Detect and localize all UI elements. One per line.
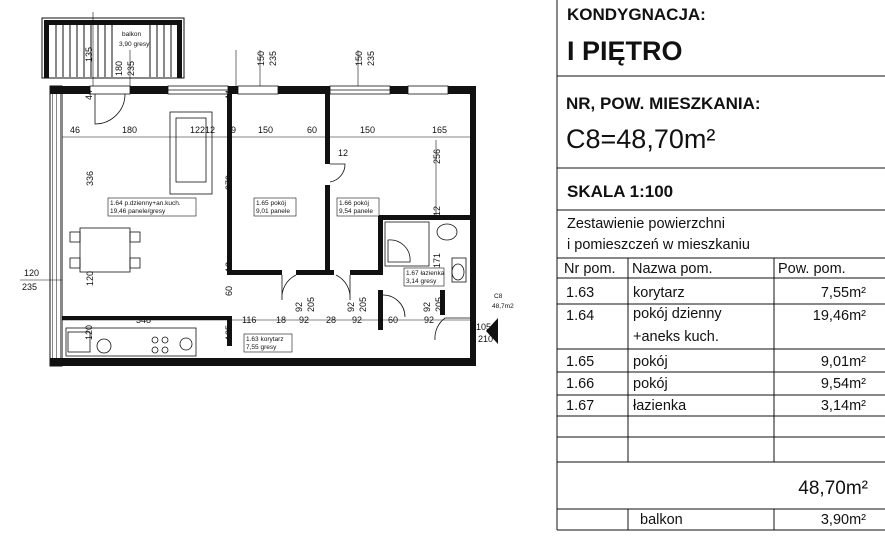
dim-125: 125 [224, 324, 234, 340]
row-2-name-line2: +aneks kuch. [633, 329, 719, 345]
dim-28: 28 [326, 315, 337, 325]
balcony-area: 3,90m² [820, 512, 866, 528]
dim-105: 105 [476, 322, 492, 332]
room-1-65-label: 1.65 pokój [256, 200, 286, 207]
room-1-65-area: 9,01 panele [256, 208, 290, 215]
room-1-66-area: 9,54 panele [339, 208, 373, 215]
apartment-label: NR, POW. MIESZKANIA: [566, 94, 761, 113]
row-3-area: 9,01m² [820, 354, 866, 370]
dim-9: 9 [231, 125, 237, 135]
balcony-tag-area: 3,90 gresy [119, 41, 150, 48]
dim-205-b: 205 [358, 296, 368, 312]
row-5-name: łazienka [633, 398, 687, 414]
dim-12-b: 12 [432, 205, 442, 216]
dim-12-c: 12 [224, 261, 234, 272]
dim-180: 180 [122, 125, 138, 135]
dim-150-c: 150 [258, 125, 274, 135]
dim-235-b: 235 [366, 50, 376, 66]
dim-256: 256 [432, 148, 442, 164]
room-1-64-label: 1.64 p.dzienny+an.kuch. [110, 200, 181, 207]
dim-135: 135 [84, 46, 94, 62]
apartment-tag-area: 48,7m2 [492, 303, 514, 310]
dim-18: 18 [276, 315, 287, 325]
dim-235-left-side: 235 [22, 282, 38, 292]
column-header-area: Pow. pom. [778, 261, 846, 277]
dim-12-a: 12 [338, 148, 349, 158]
dim-150-b: 150 [354, 50, 364, 66]
dim-44-b: 44 [224, 89, 234, 100]
dim-92-b: 92 [352, 315, 363, 325]
balcony-tag-name: balkon [122, 31, 142, 38]
dim-12212: 12212 [190, 125, 216, 135]
dim-92-d: 92 [294, 301, 304, 312]
row-4-area: 9,54m² [820, 376, 866, 392]
dim-165: 165 [432, 125, 448, 135]
room-1-63-area: 7,55 gresy [246, 344, 277, 351]
row-1-nr: 1.63 [566, 285, 595, 301]
dim-235-left: 235 [126, 60, 136, 76]
dim-60-c: 60 [388, 315, 399, 325]
dim-92-e: 92 [346, 301, 356, 312]
dim-180-top: 180 [114, 60, 124, 76]
row-1-area: 7,55m² [820, 285, 866, 301]
total-area: 48,70m² [798, 478, 868, 499]
dim-60-b: 60 [224, 285, 234, 296]
summary-title-line2: i pomieszczeń w mieszkaniu [567, 237, 750, 253]
dim-92-a: 92 [299, 315, 310, 325]
floor-value: I PIĘTRO [567, 36, 683, 66]
info-panel [557, 0, 885, 530]
dim-150-a: 150 [256, 50, 266, 66]
row-2-name: pokój dzienny [633, 306, 722, 322]
row-4-name: pokój [633, 376, 668, 392]
column-header-name: Nazwa pom. [632, 261, 713, 277]
dim-92-f: 92 [422, 301, 432, 312]
apartment-value: C8=48,70m² [566, 124, 716, 154]
row-5-area: 3,14m² [820, 398, 866, 414]
dim-116: 116 [242, 315, 257, 325]
floor-plan [20, 12, 514, 366]
balcony [42, 18, 184, 78]
floor-label: KONDYGNACJA: [567, 5, 706, 24]
room-1-67-label: 1.67 łazienka [406, 270, 445, 277]
row-1-name: korytarz [633, 285, 685, 301]
dim-205-a: 205 [306, 296, 316, 312]
dim-348: 348 [136, 315, 152, 325]
row-2-nr: 1.64 [566, 308, 595, 324]
dim-44-a: 44 [84, 89, 94, 100]
apartment-tag-code: C8 [494, 293, 503, 300]
row-4-nr: 1.66 [566, 376, 595, 392]
row-3-nr: 1.65 [566, 354, 595, 370]
dim-150-d: 150 [360, 125, 376, 135]
dim-210: 210 [478, 334, 494, 344]
room-1-64-area: 19,46 panele/gresy [110, 208, 166, 215]
dim-336: 336 [85, 170, 95, 186]
room-1-63-label: 1.63 korytarz [246, 336, 284, 343]
row-3-name: pokój [633, 354, 668, 370]
scale-label: SKALA 1:100 [567, 182, 674, 201]
dim-379: 379 [224, 174, 234, 190]
dim-92-c: 92 [424, 315, 435, 325]
room-1-66-label: 1.66 pokój [339, 200, 369, 207]
dim-120-a: 120 [85, 270, 95, 286]
row-5-nr: 1.67 [566, 398, 595, 414]
dim-60-a: 60 [307, 125, 318, 135]
column-header-nr: Nr pom. [564, 261, 616, 277]
dim-235-a: 235 [268, 50, 278, 66]
dim-171: 171 [432, 252, 442, 268]
balcony-label: balkon [640, 512, 683, 528]
dim-205-c: 205 [434, 296, 444, 312]
room-1-67-area: 3,14 gresy [406, 278, 437, 285]
summary-title-line1: Zestawienie powierzchni [567, 216, 725, 232]
dim-46: 46 [70, 125, 81, 135]
dim-120-left: 120 [24, 268, 40, 278]
row-2-area: 19,46m² [812, 308, 866, 324]
dim-120-b: 120 [84, 324, 94, 340]
